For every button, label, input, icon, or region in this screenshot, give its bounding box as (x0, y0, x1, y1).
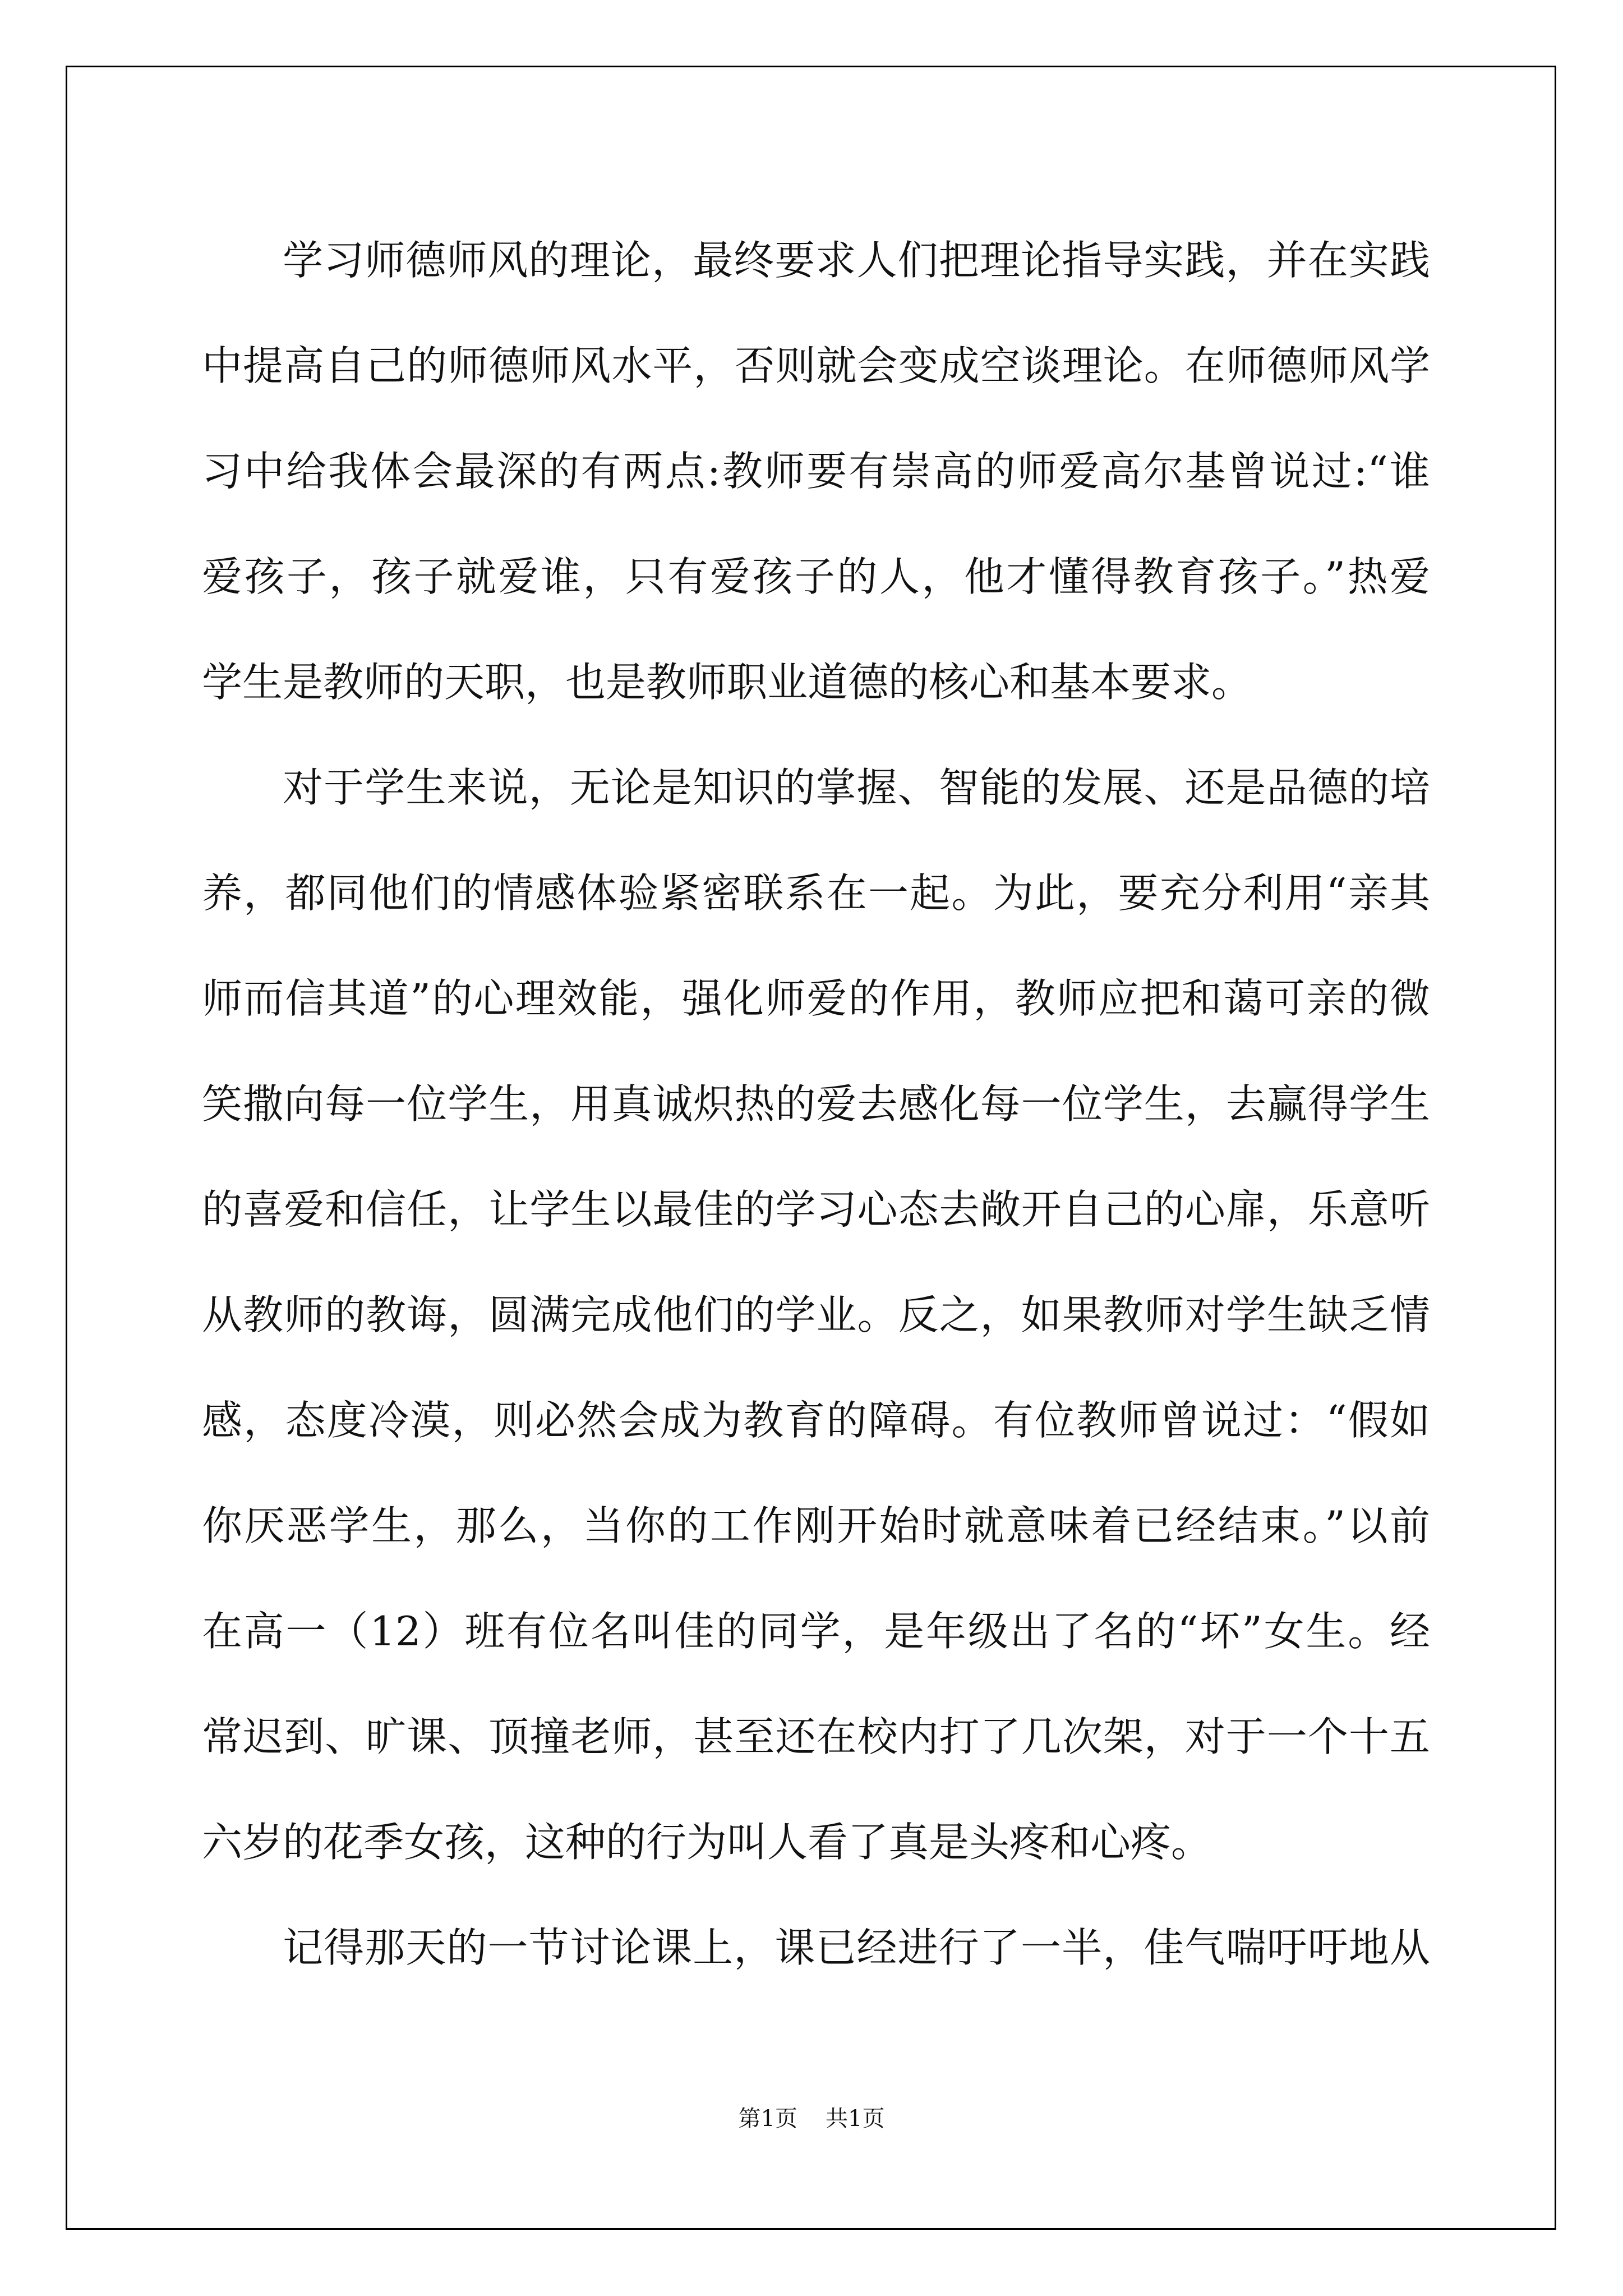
text-line: 从教师的教诲，圆满完成他们的学业。反之，如果教师对学生缺乏情 (202, 1291, 1430, 1338)
document-body (202, 208, 1430, 2000)
text-line: 对于学生来说，无论是知识的掌握、智能的发展、还是品德的培 (283, 764, 1430, 811)
text-line: 六岁的花季女孩，这种的行为叫人看了真是头疼和心疼。 (202, 1819, 1212, 1866)
text-line: 在高一（12）班有位名叫佳的同学，是年级出了名的“坏”女生。经 (202, 1608, 1430, 1655)
text-line: 感，态度冷漠，则必然会成为教育的障碍。有位教师曾说过：“假如 (202, 1397, 1430, 1444)
text-line: 习中给我体会最深的有两点:教师要有崇高的师爱高尔基曾说过:“谁 (202, 448, 1430, 495)
text-line: 学习师德师风的理论，最终要求人们把理论指导实践，并在实践 (283, 237, 1430, 284)
page-total: 共1页 (826, 2106, 885, 2132)
text-line: 常迟到、旷课、顶撞老师，甚至还在校内打了几次架，对于一个十五 (202, 1713, 1430, 1760)
text-line: 爱孩子，孩子就爱谁，只有爱孩子的人，他才懂得教育孩子。”热爱 (202, 553, 1430, 600)
text-line: 你厌恶学生，那么，当你的工作刚开始时就意味着已经结束。”以前 (202, 1502, 1430, 1549)
text-line: 师而信其道”的心理效能，强化师爱的作用，教师应把和蔼可亲的微 (202, 975, 1430, 1022)
text-line: 中提高自己的师德师风水平，否则就会变成空谈理论。在师德师风学 (202, 342, 1430, 389)
text-line: 的喜爱和信任，让学生以最佳的学习心态去敞开自己的心扉，乐意听 (202, 1186, 1430, 1233)
text-line: 记得那天的一节讨论课上，课已经进行了一半，佳气喘吁吁地从 (283, 1924, 1430, 1971)
text-line: 养，都同他们的情感体验紧密联系在一起。为此，要充分利用“亲其 (202, 869, 1430, 917)
text-line: 学生是教师的天职，也是教师职业道德的核心和基本要求。 (202, 659, 1252, 706)
text-line: 笑撒向每一位学生，用真诚炽热的爱去感化每一位学生，去赢得学生 (202, 1080, 1430, 1128)
page-number: 第1页 (738, 2106, 797, 2132)
page-footer (0, 2101, 1623, 2133)
